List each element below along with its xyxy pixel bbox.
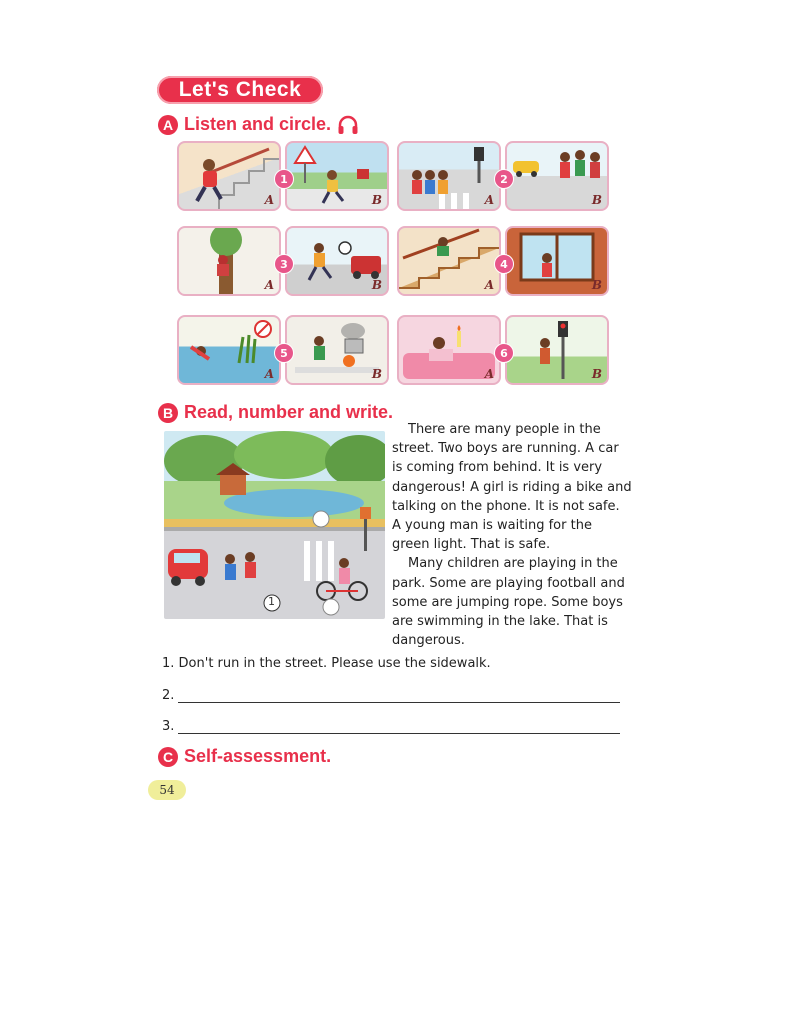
lesson-title: Let's Check xyxy=(178,78,302,101)
listen-item-6 xyxy=(397,315,611,385)
scene-number-marker: 1 xyxy=(268,595,275,608)
passage-paragraph-1: There are many people in the street. Two boys are running. A car is coming from behind. It is very dangerous! A girl is riding a bike and talking on the phone. It is not safe. A young man is waiting for the green light. That is safe. xyxy=(392,422,632,553)
item-number-badge: 6 xyxy=(494,343,514,363)
picture-5b[interactable] xyxy=(285,315,389,385)
picture-3a[interactable] xyxy=(177,226,281,296)
lesson-title-banner xyxy=(157,76,323,104)
picture-label-a: A xyxy=(484,278,494,292)
writing-rule xyxy=(178,702,620,703)
picture-label-b: B xyxy=(371,278,382,292)
picture-1a[interactable] xyxy=(177,141,281,211)
answer-prefix: 3. xyxy=(162,719,175,734)
page-number: 54 xyxy=(148,780,186,800)
picture-label-b: B xyxy=(591,278,602,292)
section-a-title: Listen and circle. xyxy=(184,114,332,134)
picture-label-b: B xyxy=(591,193,602,207)
listen-item-3 xyxy=(177,226,391,296)
writing-rule xyxy=(178,733,620,734)
picture-label-a: A xyxy=(264,193,274,207)
answer-line-3[interactable] xyxy=(162,719,632,737)
picture-label-b: B xyxy=(371,193,382,207)
picture-label-a: A xyxy=(484,367,494,381)
listen-item-1 xyxy=(177,141,391,211)
listen-item-2 xyxy=(397,141,611,211)
listen-item-5 xyxy=(177,315,391,385)
picture-label-a: A xyxy=(264,367,274,381)
street-park-scene xyxy=(164,431,385,619)
picture-5a[interactable] xyxy=(177,315,281,385)
item-number-badge: 4 xyxy=(494,254,514,274)
picture-1b[interactable] xyxy=(285,141,389,211)
picture-2b[interactable] xyxy=(505,141,609,211)
item-number-badge: 1 xyxy=(274,169,294,189)
answer-line-1 xyxy=(162,656,632,671)
item-number-badge: 2 xyxy=(494,169,514,189)
picture-label-a: A xyxy=(264,278,274,292)
section-c-title: Self-assessment. xyxy=(184,746,332,766)
listen-item-4 xyxy=(397,226,611,296)
picture-label-b: B xyxy=(371,367,382,381)
section-a-heading xyxy=(158,114,359,135)
answer-prefix: 1. xyxy=(162,656,175,671)
section-c-badge: C xyxy=(158,747,178,767)
section-b-title: Read, number and write. xyxy=(184,402,394,422)
headphones-icon[interactable] xyxy=(337,115,359,135)
section-c-heading xyxy=(158,746,331,767)
picture-4b[interactable] xyxy=(505,226,609,296)
passage-paragraph-2: Many children are playing in the park. Some are playing football and some are jumping rope. Some boys are swimming in the lake. That is dangerous. xyxy=(392,556,625,649)
section-b-badge: B xyxy=(158,403,178,423)
picture-label-b: B xyxy=(591,367,602,381)
answer-prefix: 2. xyxy=(162,688,175,703)
picture-3b[interactable] xyxy=(285,226,389,296)
picture-6b[interactable] xyxy=(505,315,609,385)
item-number-badge: 5 xyxy=(274,343,294,363)
picture-2a[interactable] xyxy=(397,141,501,211)
picture-label-a: A xyxy=(484,193,494,207)
item-number-badge: 3 xyxy=(274,254,294,274)
reading-passage xyxy=(392,420,632,650)
picture-4a[interactable] xyxy=(397,226,501,296)
section-b-heading xyxy=(158,402,393,423)
section-a-badge: A xyxy=(158,115,178,135)
answer-line-2[interactable] xyxy=(162,688,632,706)
picture-6a[interactable] xyxy=(397,315,501,385)
answer-text: Don't run in the street. Please use the sidewalk. xyxy=(178,656,491,671)
